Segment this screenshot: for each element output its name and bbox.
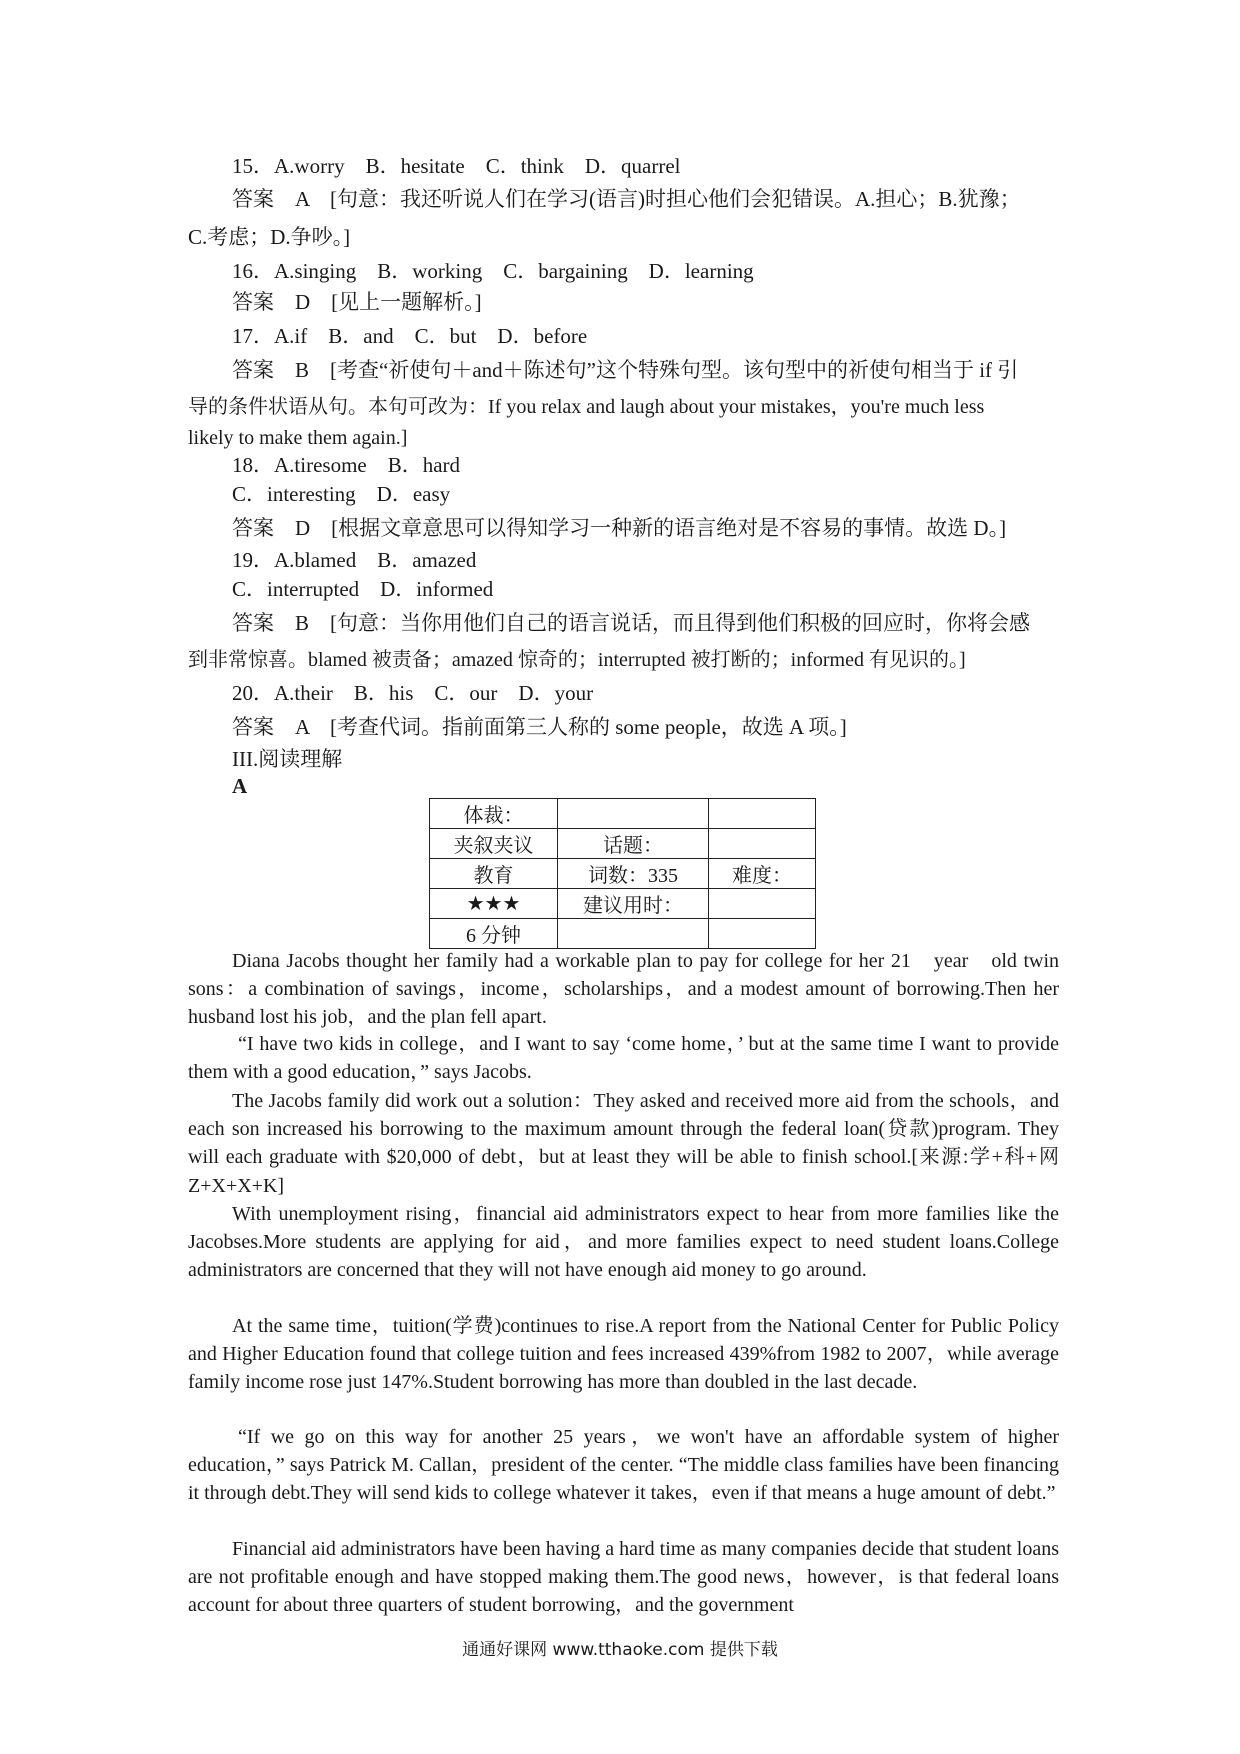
table-cell: 6 分钟 <box>430 919 558 949</box>
table-cell: 建议用时： <box>558 889 709 919</box>
part-label: A <box>232 774 248 798</box>
table-row <box>430 919 816 949</box>
q20-options: 20．A.their B．his C．our D．your <box>232 681 594 705</box>
table-cell: 教育 <box>430 859 558 889</box>
q19-answer-line1: 答案 B [句意：当你用他们自己的语言说话，而且得到他们积极的回应时，你将会感 <box>232 611 1030 635</box>
q17-answer-line2: 导的条件状语从句。本句可改为：If you relax and laugh about your mistakes，you're much less <box>188 396 985 418</box>
q15-answer-line1: 答案 A [句意：我还听说人们在学习(语言)时担心他们会犯错误。A.担心；B.犹豫； <box>232 187 1021 211</box>
passage-paragraph-5: At the same time，tuition(学费)continues to rise.A report from the National Center for Public Policy and Higher Education found that college tuition and fees increased 439%from 1982 to 2007，while average family income rose just 147%.Student borrowing has more than doubled in the last decade. <box>188 1315 1059 1394</box>
page-footer: 通通好课网 www.tthaoke.com 提供下载 <box>462 1640 778 1660</box>
table-cell <box>709 919 816 949</box>
q19-options-line2: C．interrupted D．informed <box>232 577 494 601</box>
table-row <box>430 799 816 829</box>
table-cell: 词数：335 <box>558 859 709 889</box>
table-cell <box>709 799 816 829</box>
table-row <box>430 829 816 859</box>
q17-answer-line3: likely to make them again.] <box>188 427 408 449</box>
table-cell: 体裁： <box>430 799 558 829</box>
table-cell <box>709 889 816 919</box>
table-cell <box>558 919 709 949</box>
q19-answer-line2: 到非常惊喜。blamed 被责备；amazed 惊奇的；interrupted 被打断的；informed 有见识的。] <box>188 649 966 671</box>
q18-options-line2: C．interesting D．easy <box>232 482 451 506</box>
q15-answer-line2: C.考虑；D.争吵。] <box>188 225 351 249</box>
section-title: III.阅读理解 <box>232 747 343 771</box>
table-row <box>430 889 816 919</box>
passage-paragraph-6: “If we go on this way for another 25 years，we won't have an affordable system of higher education，” says Patrick M. Callan，president of the center. “The middle class families have been financing it through debt.They will send kids to college whatever it takes，even if that means a huge amount of debt.” <box>188 1426 1059 1505</box>
passage-paragraph-3: The Jacobs family did work out a solution：They asked and received more aid from the schools，and each son increased his borrowing to the maximum amount through the federal loan(贷款)program. They will each graduate with $20,000 of debt，but at least they will be able to finish school.[来源:学+科+网 Z+X+X+K] <box>188 1090 1059 1197</box>
q18-answer-line1: 答案 D [根据文章意思可以得知学习一种新的语言绝对是不容易的事情。故选 D。] <box>232 516 1007 540</box>
table-cell: 难度： <box>709 859 816 889</box>
passage-info-table <box>429 798 816 949</box>
table-row <box>430 859 816 889</box>
table-cell: 夹叙夹议 <box>430 829 558 859</box>
passage-paragraph-1: Diana Jacobs thought her family had a workable plan to pay for college for her 21 year old twin sons：a combination of savings，income，scholarships，and a modest amount of borrowing.Then her husband lost his job，and the plan fell apart. <box>188 950 1059 1029</box>
q20-answer-line1: 答案 A [考查代词。指前面第三人称的 some people，故选 A 项。] <box>232 715 847 739</box>
q16-answer-line1: 答案 D [见上一题解析。] <box>232 290 482 314</box>
passage-paragraph-2: “I have two kids in college，and I want to say ‘come home，’ but at the same time I want to provide them with a good education，” says Jacobs. <box>188 1033 1059 1084</box>
q17-answer-line1: 答案 B [考查“祈使句＋and＋陈述句”这个特殊句型。该句型中的祈使句相当于 if 引 <box>232 358 1019 382</box>
passage-paragraph-7: Financial aid administrators have been having a hard time as many companies decide that student loans are not profitable enough and have stopped making them.The good news，however，is that federal loans account for about three quarters of student borrowing，and the government <box>188 1538 1059 1617</box>
q15-options: 15．A.worry B．hesitate C．think D．quarrel <box>232 154 681 178</box>
q16-options: 16．A.singing B．working C．bargaining D．learning <box>232 259 754 283</box>
q18-options-line1: 18．A.tiresome B．hard <box>232 453 461 477</box>
q19-options-line1: 19．A.blamed B．amazed <box>232 548 477 572</box>
q17-options: 17．A.if B．and C．but D．before <box>232 324 588 348</box>
table-cell <box>709 829 816 859</box>
passage-paragraph-4: With unemployment rising，financial aid administrators expect to hear from more families like the Jacobses.More students are applying for aid，and more families expect to need student loans.College administrators are concerned that they will not have enough aid money to go around. <box>188 1203 1059 1282</box>
table-cell <box>558 799 709 829</box>
difficulty-stars: ★★★ <box>430 889 558 919</box>
table-cell: 话题： <box>558 829 709 859</box>
